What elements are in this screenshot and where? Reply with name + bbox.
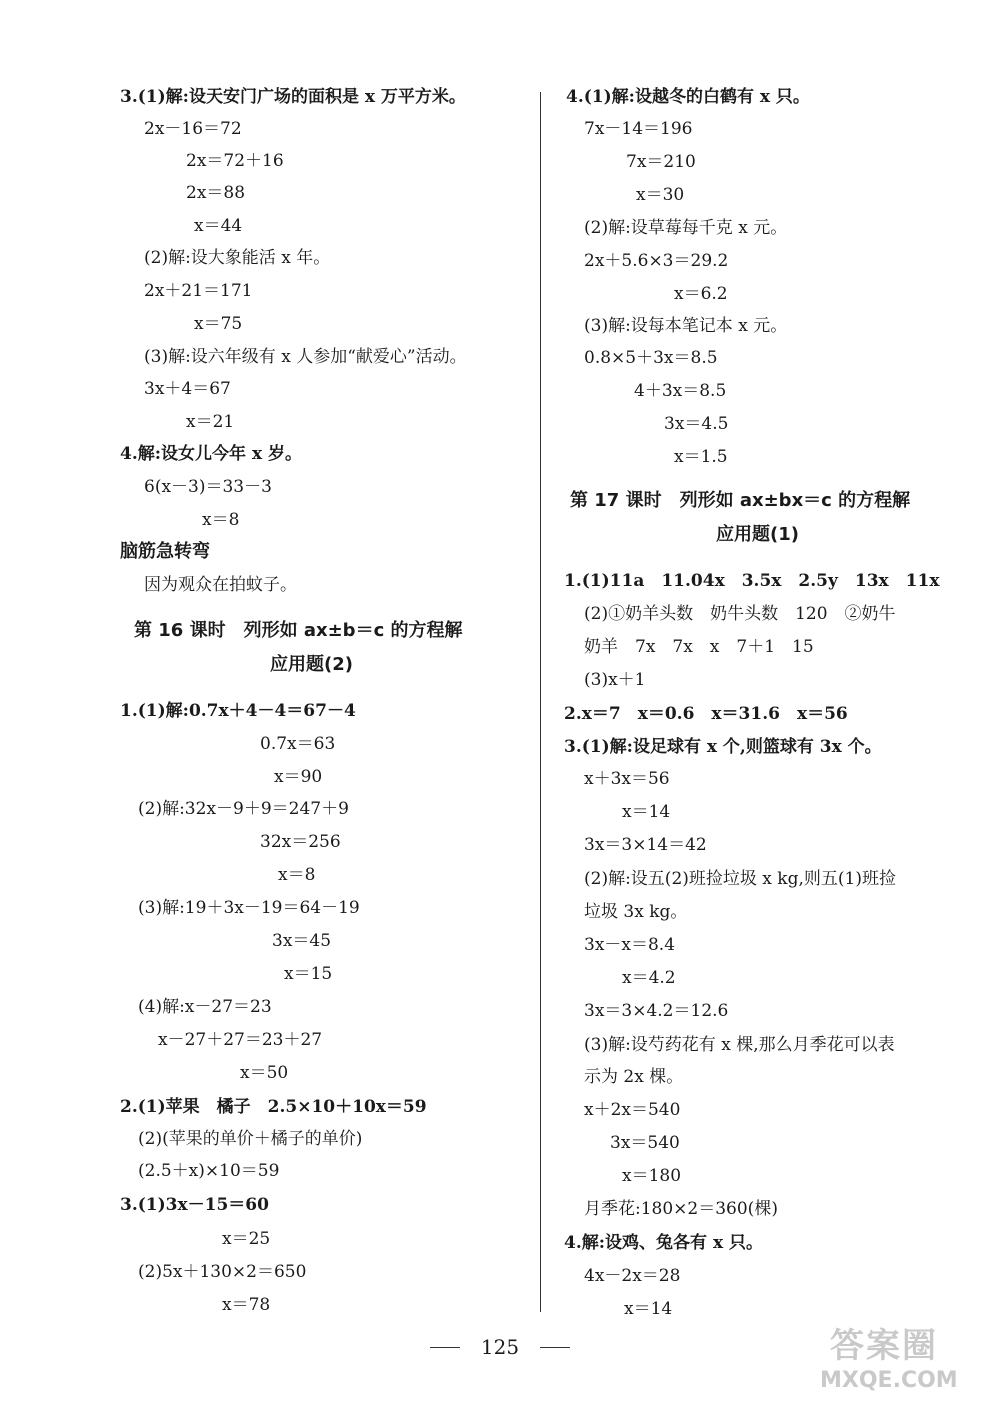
text-line: 3x＝4.5 <box>664 414 729 434</box>
text-line: x＝14 <box>622 802 671 822</box>
text-line: 2x＋5.6×3＝29.2 <box>584 251 729 271</box>
text-line: x＝15 <box>284 964 333 984</box>
text-line: x＝30 <box>636 185 685 205</box>
text-line: x＝75 <box>194 314 243 334</box>
text-line: (3)x＋1 <box>584 670 646 690</box>
text-line: (3)解:设每本笔记本 x 元。 <box>584 316 788 336</box>
text-line: (2.5＋x)×10＝59 <box>138 1161 280 1181</box>
text-line: 3.(1)3x－15＝60 <box>120 1195 269 1215</box>
lesson-heading: 第 16 课时 列形如 ax±b＝c 的方程解 <box>134 620 463 641</box>
text-line: 4x－2x＝28 <box>584 1266 681 1286</box>
page-number: 125 <box>480 1335 520 1359</box>
section-heading: 脑筋急转弯 <box>120 541 210 562</box>
text-line: x＝8 <box>278 865 316 885</box>
text-line: 垃圾 3x kg。 <box>584 902 688 922</box>
text-line: 月季花:180×2＝360(棵) <box>584 1199 778 1219</box>
text-line: x＋3x＝56 <box>584 769 670 789</box>
text-line: 因为观众在拍蚊子。 <box>144 575 297 595</box>
text-line: 1.(1)解:0.7x＋4－4＝67－4 <box>120 701 356 721</box>
text-line: 7x－14＝196 <box>584 119 693 139</box>
text-line: (3)解:设六年级有 x 人参加“献爱心”活动。 <box>144 347 467 367</box>
text-line: 3x＝45 <box>272 931 332 951</box>
text-line: (2)(苹果的单价＋橘子的单价) <box>138 1129 363 1149</box>
text-line: 2x＝72＋16 <box>186 151 284 171</box>
text-line: x－27＋27＝23＋27 <box>158 1030 323 1050</box>
text-line: 2x－16＝72 <box>144 119 242 139</box>
right-column <box>540 0 1000 1406</box>
text-line: (2)5x＋130×2＝650 <box>138 1262 307 1282</box>
text-line: 示为 2x 棵。 <box>584 1067 684 1087</box>
text-line: 3x＝3×4.2＝12.6 <box>584 1001 729 1021</box>
text-line: 3x＋4＝67 <box>144 379 231 399</box>
text-line: 3.(1)解:设天安门广场的面积是 x 万平方米。 <box>120 87 466 107</box>
text-line: 2.x＝7 x＝0.6 x＝31.6 x＝56 <box>564 704 848 724</box>
text-line: 奶羊 7x 7x x 7＋1 15 <box>584 637 814 657</box>
text-line: x＝4.2 <box>622 968 676 988</box>
text-line: 3x＝540 <box>610 1133 680 1153</box>
text-line: x＝90 <box>274 767 323 787</box>
text-line: (2)①奶羊头数 奶牛头数 120 ②奶牛 <box>584 604 896 624</box>
text-line: x＋2x＝540 <box>584 1100 681 1120</box>
text-line: 3x＝3×14＝42 <box>584 835 707 855</box>
lesson-heading: 第 17 课时 列形如 ax±bx＝c 的方程解 <box>570 490 911 511</box>
text-line: (2)解:32x－9＋9＝247＋9 <box>138 799 349 819</box>
text-line: x＝50 <box>240 1063 289 1083</box>
text-line: 4.(1)解:设越冬的白鹤有 x 只。 <box>566 87 810 107</box>
text-line: x＝44 <box>194 216 243 236</box>
text-line: 4.解:设女儿今年 x 岁。 <box>120 444 302 464</box>
text-line: (4)解:x－27＝23 <box>138 997 272 1017</box>
text-line: x＝21 <box>186 412 235 432</box>
text-line: x＝1.5 <box>674 447 728 467</box>
watermark-logo: 答案圈 <box>830 1326 938 1366</box>
text-line: 7x＝210 <box>626 152 696 172</box>
text-line: x＝78 <box>222 1295 271 1315</box>
text-line: x＝25 <box>222 1229 271 1249</box>
text-line: 6(x－3)＝33－3 <box>144 477 272 497</box>
text-line: x＝8 <box>202 510 240 530</box>
text-line: 2x＝88 <box>186 183 246 203</box>
text-line: 0.8×5＋3x＝8.5 <box>584 348 718 368</box>
text-line: (3)解:设芍药花有 x 棵,那么月季花可以表 <box>584 1035 895 1055</box>
text-line: x＝6.2 <box>674 284 728 304</box>
watermark <box>820 1318 995 1398</box>
text-line: x＝14 <box>624 1299 673 1319</box>
page-number-dash-right <box>540 1347 570 1348</box>
text-line: 1.(1)11a 11.04x 3.5x 2.5y 13x 11x <box>564 571 940 591</box>
text-line: x＝180 <box>622 1166 682 1186</box>
text-line: (2)解:设大象能活 x 年。 <box>144 248 331 268</box>
text-line: (2)解:设草莓每千克 x 元。 <box>584 218 788 238</box>
text-line: (3)解:19＋3x－19＝64－19 <box>138 898 360 918</box>
text-line: 0.7x＝63 <box>260 734 336 754</box>
text-line: 32x＝256 <box>260 832 341 852</box>
text-line: 2.(1)苹果 橘子 2.5×10＋10x＝59 <box>120 1097 427 1117</box>
text-line: (2)解:设五(2)班捡垃圾 x kg,则五(1)班捡 <box>584 869 896 889</box>
text-line: 2x＋21＝171 <box>144 281 253 301</box>
text-line: 3.(1)解:设足球有 x 个,则篮球有 3x 个。 <box>564 737 882 757</box>
lesson-heading: 应用题(2) <box>270 654 353 675</box>
text-line: 4.解:设鸡、兔各有 x 只。 <box>564 1233 763 1253</box>
text-line: 3x－x＝8.4 <box>584 935 676 955</box>
text-line: 4＋3x＝8.5 <box>634 381 727 401</box>
watermark-url: MXQE.COM <box>820 1368 958 1393</box>
lesson-heading: 应用题(1) <box>716 524 799 545</box>
